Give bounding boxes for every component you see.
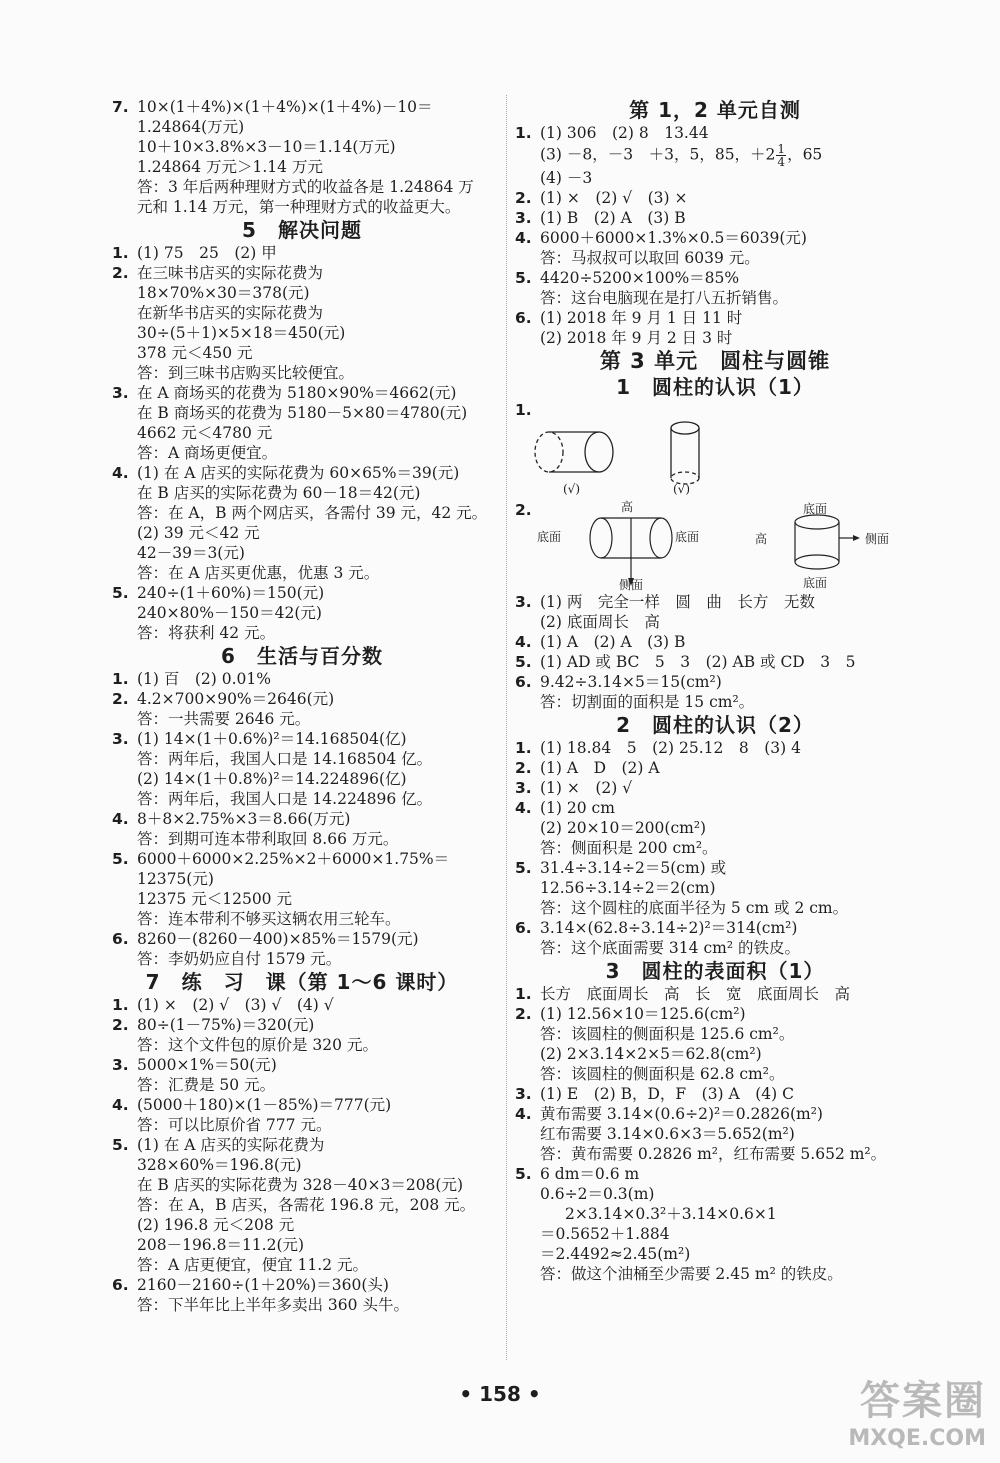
line-text: (2) 2018 年 9 月 2 日 3 时 xyxy=(540,329,733,347)
question-number: 2. xyxy=(515,759,532,777)
question-line xyxy=(515,778,915,798)
question-line xyxy=(515,1004,915,1024)
line-text: (2) 196.8 元＜208 元 xyxy=(137,1216,295,1234)
answer-line xyxy=(515,1064,915,1084)
answer-line xyxy=(515,168,915,188)
line-text: (2) 39 元＜42 元 xyxy=(137,524,260,542)
line-text: 在三味书店买的实际花费为 xyxy=(137,264,324,282)
question-number: 1. xyxy=(515,739,532,757)
line-text: 答：下半年比上半年多卖出 360 头牛。 xyxy=(137,1296,409,1314)
question-number: 3. xyxy=(515,593,532,611)
line-text: (1) A D (2) A xyxy=(540,759,660,777)
question-number: 1. xyxy=(112,244,129,262)
question-number: 6. xyxy=(112,930,129,948)
line-text: 1.24864 万元＞1.14 万元 xyxy=(137,158,323,176)
cylinder-figure-1 xyxy=(515,420,915,500)
right-section-b xyxy=(515,168,915,420)
answer-line xyxy=(112,157,492,177)
question-line xyxy=(112,689,492,709)
line-text: (1) 12.56×10＝125.6(cm²) xyxy=(540,1005,746,1023)
line-text: (1) 20 cm xyxy=(540,799,615,817)
question-number: 3. xyxy=(112,384,129,402)
section-heading: 7 练 习 课（第 1～6 课时） xyxy=(145,970,459,994)
line-text: 答：做这个油桶至少需要 2.45 m² 的铁皮。 xyxy=(540,1265,843,1283)
answer-line xyxy=(112,1115,492,1135)
answer-line xyxy=(112,1235,492,1255)
question-line xyxy=(515,1104,915,1124)
question-number: 5. xyxy=(112,584,129,602)
line-text: 30÷(5＋1)×5×18＝450(元) xyxy=(137,324,346,342)
question-line xyxy=(112,1135,492,1155)
question-number: 3. xyxy=(515,779,532,797)
answer-line xyxy=(112,503,492,523)
line-text: 答：A 店更便宜，便宜 11.2 元。 xyxy=(137,1256,368,1274)
label-dimian-4: 底面 xyxy=(803,576,828,590)
line-text: 12375(元) xyxy=(137,870,214,888)
section-heading: 第 3 单元 圆柱与圆锥 xyxy=(599,349,831,373)
line-text: 208－196.8＝11.2(元) xyxy=(137,1236,305,1254)
question-line xyxy=(112,263,492,283)
question-number: 6. xyxy=(515,673,532,691)
line-text: (1) 百 (2) 0.01% xyxy=(137,670,272,688)
answer-line xyxy=(112,403,492,423)
line-text: 答：两年后，我国人口是 14.168504 亿。 xyxy=(137,750,433,768)
answer-line xyxy=(515,898,915,918)
answer-line xyxy=(515,1124,915,1144)
line-text: 6000＋6000×2.25%×2＋6000×1.75%＝ xyxy=(137,850,450,868)
answer-line xyxy=(112,709,492,729)
answer-line xyxy=(112,603,492,623)
answer-line xyxy=(112,949,492,969)
section-heading: 3 圆柱的表面积（1） xyxy=(605,959,825,983)
line-text: (1) 2018 年 9 月 1 日 11 时 xyxy=(540,309,743,327)
answer-line xyxy=(515,1024,915,1044)
answer-line xyxy=(515,938,915,958)
line-text: (1) 在 A 店买的实际花费为 xyxy=(137,1136,325,1154)
label-cemian-1: 侧面 xyxy=(619,578,644,592)
line-text: 答：在 A，B 店买，各需花 196.8 元，208 元。 xyxy=(137,1196,476,1214)
line-text: 答：这个底面需要 314 cm² 的铁皮。 xyxy=(540,939,800,957)
label-gao-2: 高 xyxy=(755,532,768,546)
line-text: 答：侧面积是 200 cm²。 xyxy=(540,839,718,857)
answer-line xyxy=(112,563,492,583)
line-text: 80÷(1－75%)＝320(元) xyxy=(137,1016,315,1034)
line-text: 答：马叔叔可以取回 6039 元。 xyxy=(540,249,760,267)
answer-line xyxy=(515,878,915,898)
question-line xyxy=(515,592,915,612)
question-number: 5. xyxy=(515,653,532,671)
line-text: 答：这个文件包的原价是 320 元。 xyxy=(137,1036,378,1054)
question-line xyxy=(112,1015,492,1035)
cylinder-figure-2: 2. 高 底面 底面 侧面 高 底面 侧面 底面 xyxy=(515,500,915,592)
line-text: 6000＋6000×1.3%×0.5＝6039(元) xyxy=(540,229,807,247)
line-text: 答：切割面的面积是 15 cm²。 xyxy=(540,693,755,711)
line-text: 328×60%＝196.8(元) xyxy=(137,1156,302,1174)
line-text: (1) 在 A 店买的实际花费为 60×65%＝39(元) xyxy=(137,464,460,482)
question-line xyxy=(515,268,915,288)
answer-line xyxy=(112,789,492,809)
answer-line xyxy=(112,1295,492,1315)
line-text: 元和 1.14 万元，第一种理财方式的收益更大。 xyxy=(137,198,461,216)
line-text: 答：到三味书店购买比较便宜。 xyxy=(137,364,355,382)
line-text: 在 A 商场买的花费为 5180×90%＝4662(元) xyxy=(137,384,457,402)
question-number: 3. xyxy=(112,1056,129,1074)
question-line xyxy=(515,632,915,652)
line-text: 31.4÷3.14÷2＝5(cm) 或 xyxy=(540,859,727,877)
answer-line xyxy=(112,177,492,197)
question-line xyxy=(112,463,492,483)
question-line xyxy=(515,1164,915,1184)
line-text: 答：3 年后两种理财方式的收益各是 1.24864 万 xyxy=(137,178,474,196)
question-line xyxy=(515,228,915,248)
line-text: (1) 306 (2) 8 13.44 xyxy=(540,124,709,142)
question-number: 1. xyxy=(112,670,129,688)
question-number: 4. xyxy=(112,810,129,828)
line-text: 12.56÷3.14÷2＝2(cm) xyxy=(540,879,716,897)
answer-line xyxy=(112,889,492,909)
answer-line xyxy=(515,288,915,308)
question-line xyxy=(112,97,492,117)
line-text: 答：黄布需要 0.2826 m²，红布需要 5.652 m²。 xyxy=(540,1145,887,1163)
line-text: 5000×1%＝50(元) xyxy=(137,1056,277,1074)
question-line xyxy=(112,849,492,869)
line-text: (1) 14×(1＋0.6%)²＝14.168504(亿) xyxy=(137,730,407,748)
question-number: 3. xyxy=(515,1085,532,1103)
line-text: 1.24864(万元) xyxy=(137,118,245,136)
question-line xyxy=(515,123,915,143)
answer-line xyxy=(112,1155,492,1175)
question-number: 2. xyxy=(112,690,129,708)
line-text: (1) × (2) √ xyxy=(540,779,633,797)
line-text: 答：在 A 店买更优惠，优惠 3 元。 xyxy=(137,564,380,582)
question-line xyxy=(515,858,915,878)
line-text: 在 B 店买的实际花费为 328－40×3＝208(元) xyxy=(137,1176,464,1194)
section-heading: 1 圆柱的认识（1） xyxy=(616,375,814,399)
arrow-right-icon xyxy=(853,535,860,541)
line-text: (1) 两 完全一样 圆 曲 长方 无数 xyxy=(540,593,815,611)
section-heading: 5 解决问题 xyxy=(242,218,362,242)
line-text: 4420÷5200×100%＝85% xyxy=(540,269,740,287)
answer-line xyxy=(112,443,492,463)
line-text: 2×3.14×0.3²＋3.14×0.6×1 xyxy=(565,1205,777,1223)
question-number: 1. xyxy=(515,124,532,142)
answer-line-fraction: (3) －8，－3 ＋3，5，85，＋2 $\frac{1}{4}$ ，65 xyxy=(540,142,823,169)
line-text: 240×80%－150＝42(元) xyxy=(137,604,322,622)
line-text: 10＋10×3.8%×3－10＝1.14(万元) xyxy=(137,138,396,156)
line-text: (1) 75 25 (2) 甲 xyxy=(137,244,277,262)
question-number: 6. xyxy=(112,1276,129,1294)
question-line xyxy=(112,995,492,1015)
line-text: (1) AD 或 BC 5 3 (2) AB 或 CD 3 5 xyxy=(540,653,856,671)
question-number: 3. xyxy=(515,209,532,227)
answer-line xyxy=(515,1244,915,1264)
answer-line xyxy=(112,1255,492,1275)
right-section-c xyxy=(515,592,915,1284)
answer-line xyxy=(112,303,492,323)
line-text: 12375 元＜12500 元 xyxy=(137,890,292,908)
line-text: 4.2×700×90%＝2646(元) xyxy=(137,690,335,708)
line-text: (1) A (2) A (3) B xyxy=(540,633,686,651)
line-text: 8＋8×2.75%×3＝8.66(万元) xyxy=(137,810,351,828)
line-text: 黄布需要 3.14×(0.6÷2)²＝0.2826(m²) xyxy=(540,1105,823,1123)
answer-line xyxy=(112,869,492,889)
right-section-a xyxy=(515,97,915,143)
answer-line xyxy=(112,323,492,343)
section-heading: 第 1，2 单元自测 xyxy=(629,98,801,122)
question-line xyxy=(515,798,915,818)
question-number: 5. xyxy=(112,1136,129,1154)
section-heading: 6 生活与百分数 xyxy=(221,644,383,668)
line-text: 3.14×(62.8÷3.14÷2)²＝314(cm²) xyxy=(540,919,798,937)
question-number: 4. xyxy=(515,229,532,247)
question-line xyxy=(112,669,492,689)
answer-line xyxy=(515,692,915,712)
line-text: (2) 20×10＝200(cm²) xyxy=(540,819,707,837)
line-text: 答：李奶奶应自付 1579 元。 xyxy=(137,950,342,968)
question-line xyxy=(515,208,915,228)
line-text: (1) × (2) √ (3) × xyxy=(540,189,688,207)
answer-line xyxy=(112,1195,492,1215)
question-number: 1. xyxy=(515,985,532,1003)
line-text: (2) 2×3.14×2×5＝62.8(cm²) xyxy=(540,1045,762,1063)
line-text: 2160－2160÷(1＋20%)＝360(头) xyxy=(137,1276,389,1294)
question-line xyxy=(515,758,915,778)
question-line xyxy=(515,984,915,1004)
answer-line xyxy=(112,829,492,849)
question-number: 5. xyxy=(515,269,532,287)
question-number: 2. xyxy=(112,264,129,282)
label-dimian-1: 底面 xyxy=(537,530,562,544)
question-number: 1. xyxy=(112,996,129,1014)
question-number: 4. xyxy=(515,633,532,651)
line-text: 8260－(8260－400)×85%＝1579(元) xyxy=(137,930,419,948)
line-text: 18×70%×30＝378(元) xyxy=(137,284,310,302)
question-line xyxy=(515,672,915,692)
question-number: 7. xyxy=(112,98,129,116)
question-number: 6. xyxy=(515,919,532,937)
answer-line xyxy=(112,1035,492,1055)
answer-line xyxy=(515,838,915,858)
question-line xyxy=(112,809,492,829)
right-column xyxy=(515,97,915,1284)
answer-line xyxy=(515,248,915,268)
answer-line xyxy=(112,1075,492,1095)
question-number: 3. xyxy=(112,730,129,748)
answer-line xyxy=(112,1175,492,1195)
line-text: (1) × (2) √ (3) √ (4) √ xyxy=(137,996,334,1014)
line-text: 答：汇费是 50 元。 xyxy=(137,1076,276,1094)
left-column xyxy=(112,97,492,1315)
answer-line xyxy=(515,1204,915,1224)
answer-line xyxy=(112,909,492,929)
line-text: 答：一共需要 2646 元。 xyxy=(137,710,311,728)
answer-line xyxy=(112,343,492,363)
line-text: 答：到期可连本带利取回 8.66 万元。 xyxy=(137,830,399,848)
label-cemian-2: 侧面 xyxy=(865,532,890,546)
line-text: ＝2.4492≈2.45(m²) xyxy=(540,1245,691,1263)
question-line xyxy=(112,1095,492,1115)
question-number: 4. xyxy=(112,1096,129,1114)
answer-line xyxy=(112,623,492,643)
question-number: 5. xyxy=(515,859,532,877)
line-text: 答：该圆柱的侧面积是 125.6 cm²。 xyxy=(540,1025,795,1043)
question-line xyxy=(515,188,915,208)
line-text: 378 元＜450 元 xyxy=(137,344,253,362)
question-number: 2. xyxy=(112,1016,129,1034)
question-line xyxy=(112,383,492,403)
question-line xyxy=(112,729,492,749)
line-text: 答：将获利 42 元。 xyxy=(137,624,276,642)
line-text: (2) 14×(1＋0.8%)²＝14.224896(亿) xyxy=(137,770,407,788)
question-number: 4. xyxy=(515,1105,532,1123)
line-text: 长方 底面周长 高 长 宽 底面周长 高 xyxy=(540,985,851,1003)
line-text: 4662 元＜4780 元 xyxy=(137,424,273,442)
question-line xyxy=(515,918,915,938)
question-line xyxy=(112,583,492,603)
question-line xyxy=(112,243,492,263)
label-dimian-2: 底面 xyxy=(675,530,700,544)
section-heading: 2 圆柱的认识（2） xyxy=(616,713,814,737)
question-line xyxy=(112,1055,492,1075)
question-number: 4. xyxy=(515,799,532,817)
answer-line xyxy=(112,1215,492,1235)
caption-2: (√) xyxy=(673,482,691,496)
answer-line xyxy=(112,363,492,383)
line-text: 答：A 商场更便宜。 xyxy=(137,444,278,462)
question-line xyxy=(112,1275,492,1295)
answer-line xyxy=(515,1224,915,1244)
line-text: 答：在 A，B 两个网店买，各需付 39 元，42 元。 xyxy=(137,504,488,522)
line-text: 答：两年后，我国人口是 14.224896 亿。 xyxy=(137,790,433,808)
line-text: 红布需要 3.14×0.6×3＝5.652(m²) xyxy=(540,1125,795,1143)
column-divider xyxy=(506,95,507,1360)
page-number: • 158 • xyxy=(459,1382,541,1406)
line-text: 答：这个圆柱的底面半径为 5 cm 或 2 cm。 xyxy=(540,899,849,917)
line-text: 0.6÷2＝0.3(m) xyxy=(540,1185,655,1203)
labeled-cylinders xyxy=(515,500,915,592)
answer-line xyxy=(112,749,492,769)
answer-line xyxy=(515,328,915,348)
line-text: 6 dm＝0.6 m xyxy=(540,1165,640,1183)
answer-line xyxy=(515,1264,915,1284)
line-text: 9.42÷3.14×5＝15(cm²) xyxy=(540,673,722,691)
question-line xyxy=(112,929,492,949)
line-text: (1) 18.84 5 (2) 25.12 8 (3) 4 xyxy=(540,739,801,757)
fraction: $\frac{1}{4}$ xyxy=(777,142,786,169)
question-line xyxy=(515,738,915,758)
question-number: 5. xyxy=(515,1165,532,1183)
answer-line xyxy=(112,197,492,217)
line-text: (4) －3 xyxy=(540,169,593,187)
line-text: 答：这台电脑现在是打八五折销售。 xyxy=(540,289,789,307)
label-dimian-3: 底面 xyxy=(803,502,828,516)
question-line xyxy=(515,1084,915,1104)
question-number: 2. xyxy=(515,189,532,207)
answer-line xyxy=(515,818,915,838)
question-number: 1. xyxy=(515,401,532,419)
question-line xyxy=(515,652,915,672)
line-text: 在 B 店买的实际花费为 60－18＝42(元) xyxy=(137,484,421,502)
question-line xyxy=(515,400,915,420)
line-text: 在新华书店买的实际花费为 xyxy=(137,304,324,322)
answer-line xyxy=(112,137,492,157)
answer-line xyxy=(112,117,492,137)
question-number: 5. xyxy=(112,850,129,868)
line-text: 240÷(1＋60%)＝150(元) xyxy=(137,584,325,602)
answer-line xyxy=(112,423,492,443)
answer-line xyxy=(112,483,492,503)
answer-line xyxy=(112,769,492,789)
answer-line xyxy=(112,283,492,303)
line-text: (5000＋180)×(1－85%)＝777(元) xyxy=(137,1096,392,1114)
label-gao-1: 高 xyxy=(621,500,634,514)
line-text: (2) 底面周长 高 xyxy=(540,613,660,631)
line-text: 10×(1＋4%)×(1＋4%)×(1＋4%)－10＝ xyxy=(137,98,433,116)
answer-line xyxy=(515,1044,915,1064)
question-number: 2. xyxy=(515,1005,532,1023)
question-number: 4. xyxy=(112,464,129,482)
line-text: ＝0.5652＋1.884 xyxy=(540,1225,670,1243)
answer-line xyxy=(112,523,492,543)
answer-line xyxy=(112,543,492,563)
answer-line xyxy=(515,1184,915,1204)
question-line xyxy=(515,308,915,328)
watermark: 答案圈 MXQE.COM xyxy=(848,1378,986,1451)
answer-line xyxy=(515,1144,915,1164)
line-text: 答：可以比原价省 777 元。 xyxy=(137,1116,332,1134)
line-text: 在 B 商场买的花费为 5180－5×80＝4780(元) xyxy=(137,404,468,422)
question-number: 6. xyxy=(515,309,532,327)
line-text: (1) E (2) B，D，F (3) A (4) C xyxy=(540,1085,794,1103)
answer-line xyxy=(515,612,915,632)
line-text: 答：连本带利不够买这辆农用三轮车。 xyxy=(137,910,401,928)
line-text: (1) B (2) A (3) B xyxy=(540,209,686,227)
line-text: 答：该圆柱的侧面积是 62.8 cm²。 xyxy=(540,1065,785,1083)
caption-1: (√) xyxy=(563,482,581,496)
line-text: 42－39＝3(元) xyxy=(137,544,245,562)
